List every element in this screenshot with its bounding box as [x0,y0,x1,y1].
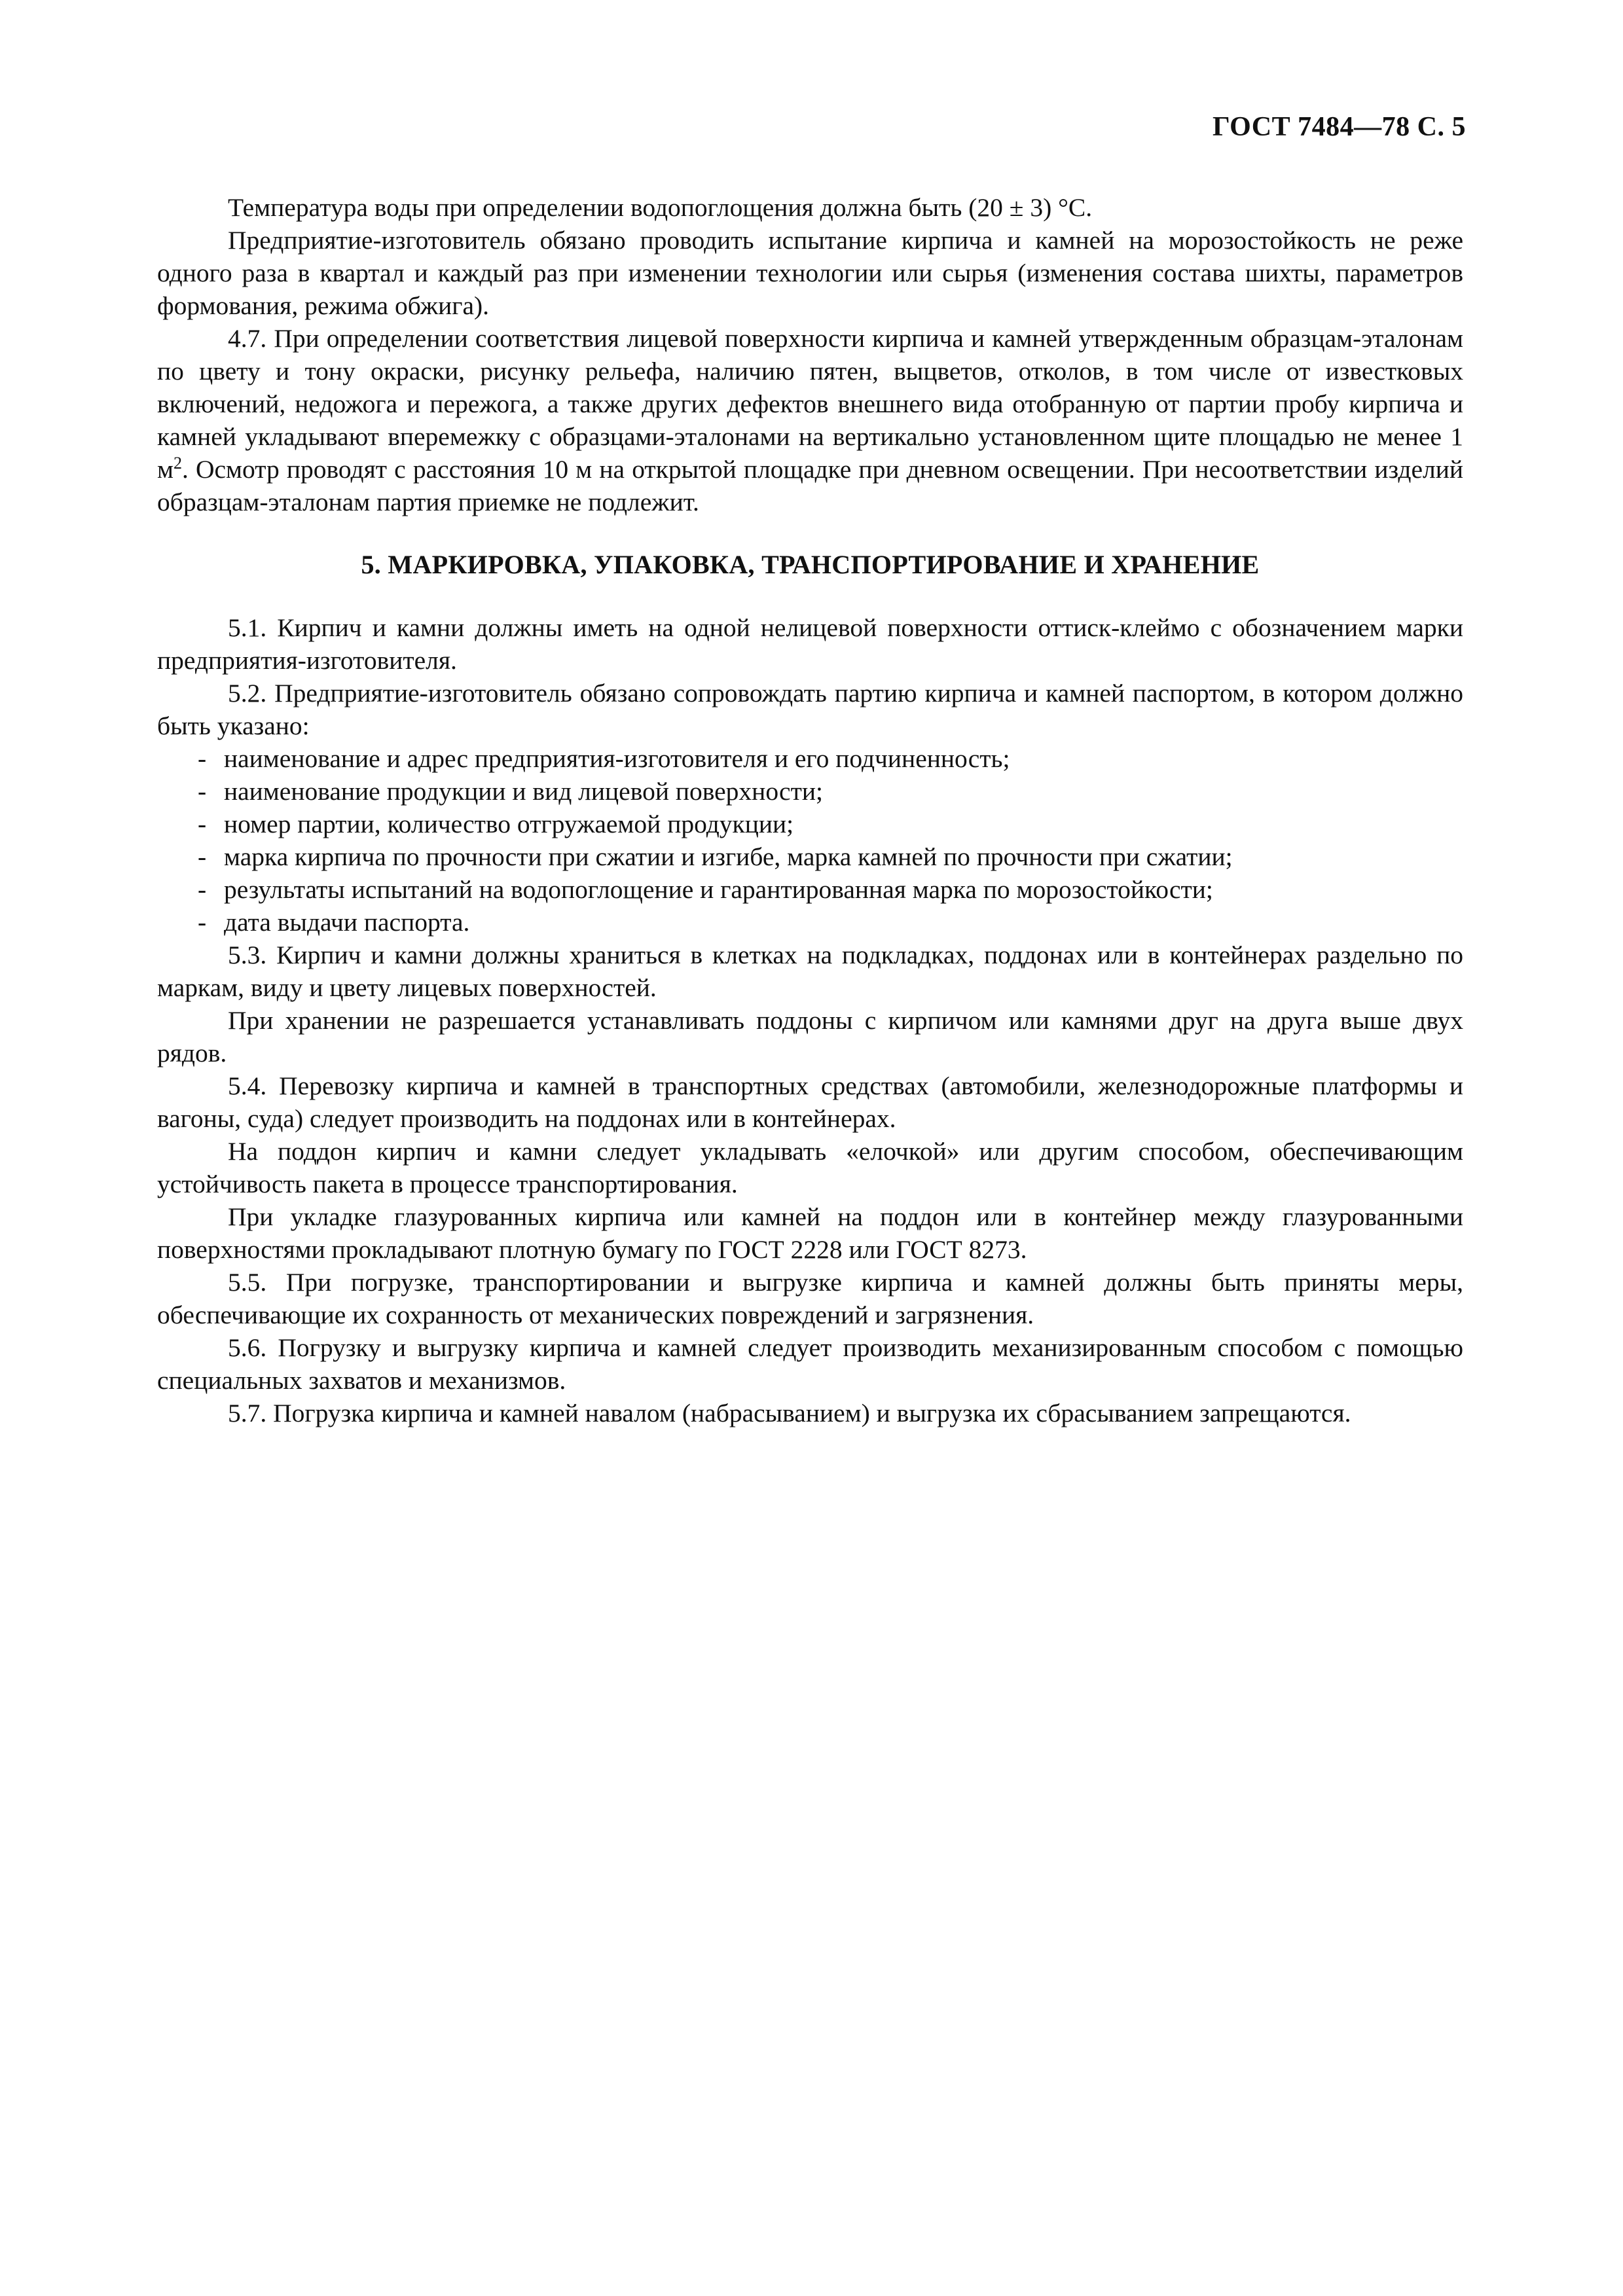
section-title: 5. МАРКИРОВКА, УПАКОВКА, ТРАНСПОРТИРОВАНИЕ И ХРАНЕНИЕ [361,550,1260,579]
list-dash: - [198,842,207,871]
list-dash: - [198,744,207,773]
paragraph-5-1: 5.1. Кирпич и камни должны иметь на одной нелицевой поверхности оттиск-клеймо с обозначением марки предприятия-изготовителя. [157,613,1463,675]
paragraph-5-5: 5.5. При погрузке, транспортировании и выгрузке кирпича и камней должны быть приняты меры, обеспечивающие их сохранность от механических повреждений и загрязнения. [157,1268,1463,1329]
list-dash: - [198,777,207,806]
list-dash: - [198,810,207,838]
paragraph-storage-rows: При хранении не разрешается устанавливать поддоны с кирпичом или камнями друг на друга выше двух рядов. [157,1006,1463,1067]
list-item-text: марка кирпича по прочности при сжатии и изгибе, марка камней по прочности при сжатии; [224,842,1233,871]
list-item-text: дата выдачи паспорта. [224,908,470,937]
list-item [198,742,1463,775]
paragraph-4-7-text: 4.7. При определении соответствия лицевой поверхности кирпича и камней утвержденным образцам-эталонам по цвету и тону окраски, рисунку рельефа, наличию пятен, выцветов, отколов, в том числе от известковых включений, недожога и пережога, а также других дефектов внешнего вида отобранную от партии пробу кирпича и камней укладывают вперемежку с образцами-эталонами на вертикально установленном щите площадью не менее 1 м [157,324,1463,484]
paragraph-5-6: 5.6. Погрузку и выгрузку кирпича и камней следует производить механизированным способом с помощью специальных захватов и механизмов. [157,1333,1463,1395]
list-item [198,808,1463,840]
list-item [198,775,1463,808]
list-item [198,906,1463,939]
paragraph-glazed-bricks: При укладке глазурованных кирпича или камней на поддон или в контейнер между глазурованными поверхностями прокладывают плотную бумагу по ГОСТ 2228 или ГОСТ 8273. [157,1202,1463,1264]
paragraph-5-7: 5.7. Погрузка кирпича и камней навалом (набрасыванием) и выгрузка их сбрасыванием запрещаются. [228,1399,1351,1427]
list-item-text: результаты испытаний на водопоглощение и гарантированная марка по морозостойкости; [224,875,1213,904]
paragraph-5-4: 5.4. Перевозку кирпича и камней в транспортных средствах (автомобили, железнодорожные платформы и вагоны, суда) следует производить на поддонах или в контейнерах. [157,1071,1463,1133]
list-dash: - [198,908,207,937]
paragraph-5-2: 5.2. Предприятие-изготовитель обязано сопровождать партию кирпича и камней паспортом, в котором должно быть указано: [157,679,1463,740]
list-item [198,840,1463,873]
list-item-text: номер партии, количество отгружаемой продукции; [224,810,794,838]
paragraph-4-7-tail: . Осмотр проводят с расстояния 10 м на открытой площадке при дневном освещении. При несоответствии изделий образцам-эталонам партия приемке не подлежит. [157,455,1463,516]
running-head: ГОСТ 7484—78 С. 5 [1212,112,1466,142]
square-meter-exponent: 2 [173,453,182,473]
paragraph-5-3: 5.3. Кирпич и камни должны храниться в клетках на подкладках, поддонах или в контейнерах раздельно по маркам, виду и цвету лицевых поверхностей. [157,941,1463,1002]
paragraph-water-temperature: Температура воды при определении водопоглощения должна быть (20 ± 3) °С. [228,193,1093,222]
list-item-text: наименование продукции и вид лицевой поверхности; [224,777,823,806]
page-content [157,191,1463,1429]
paragraph-pallet-stacking: На поддон кирпич и камни следует укладывать «елочкой» или другим способом, обеспечивающим устойчивость пакета в процессе транспортирования. [157,1137,1463,1198]
list-item-text: наименование и адрес предприятия-изготовителя и его подчиненность; [224,744,1010,773]
passport-items-list [157,742,1463,939]
list-item [198,873,1463,906]
paragraph-4-7 [157,322,1463,518]
list-dash: - [198,875,207,904]
paragraph-frost-test: Предприятие-изготовитель обязано проводить испытание кирпича и камней на морозостойкость не реже одного раза в квартал и каждый раз при изменении технологии или сырья (изменения состава шихты, параметров формования, режима обжига). [157,226,1463,320]
